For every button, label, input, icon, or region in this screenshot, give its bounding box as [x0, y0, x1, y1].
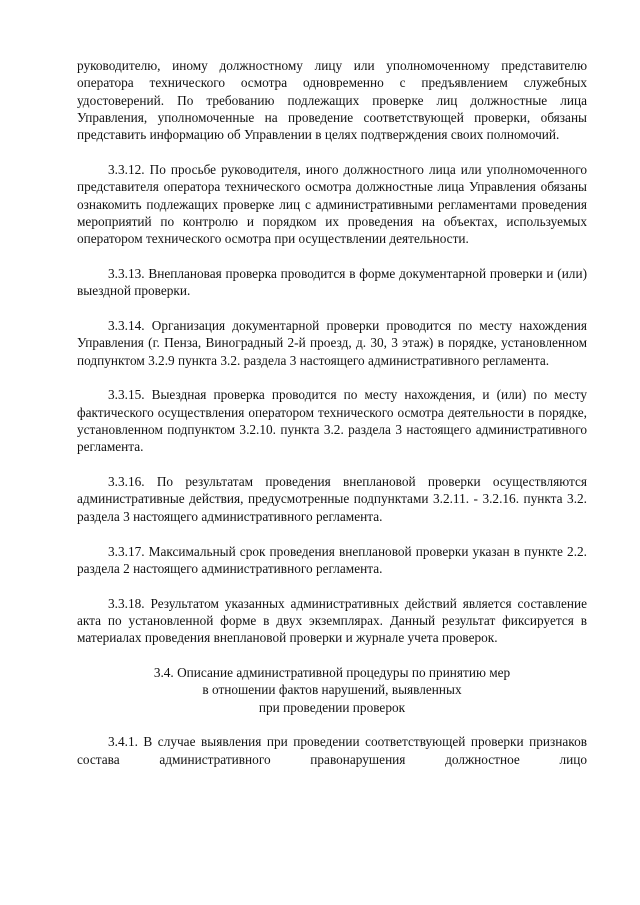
paragraph-3-3-18: 3.3.18. Результатом указанных административных действий является составление акта по установленной форме в двух экземплярах. Данный результат фиксируется в материалах проведения внеплановой проверки и журнале учета проверок.	[77, 595, 587, 646]
section-heading-line-2: в отношении фактов нарушений, выявленных	[202, 682, 462, 698]
paragraph-3-3-14: 3.3.14. Организация документарной проверки проводится по месту нахождения Управления (г. Пенза, Виноградный 2-й проезд, д. 30, 3 этаж) в порядке, установленном подпунктом 3.2.9 пункта 3.2. раздела 3 настоящего административного регламента.	[77, 318, 587, 368]
paragraph-3-3-15: 3.3.15. Выездная проверка проводится по месту нахождения, и (или) по месту фактического осуществления оператором технического осмотра деятельности в порядке, установленном подпунктом 3.2.10. пункта 3.2. раздела 3 настоящего административного регламента.	[77, 387, 587, 455]
section-heading-line-1: 3.4. Описание административной процедуры по принятию мер	[153, 665, 511, 681]
paragraph-continuation: руководителю, иному должностному лицу или уполномоченному представителю оператора технического осмотра одновременно с предъявлением служебных удостоверений. По требованию подлежащих проверке лиц должностные лица Управления, уполномоченные на проведение соответствующей проверки, обязаны представить информацию об Управлении в целях подтверждения своих полномочий.	[77, 58, 587, 143]
paragraph-3-3-12: 3.3.12. По просьбе руководителя, иного должностного лица или уполномоченного представителя оператора технического осмотра должностные лица Управления обязаны ознакомить подлежащих проверке лиц с административными регламентами проведения мероприятий по контролю и порядком их проведения на объектах, используемых оператором технического осмотра при осуществлении деятельности.	[77, 161, 587, 247]
section-heading-3-4	[77, 664, 587, 716]
section-heading-line-3: при проведении проверок	[258, 699, 406, 715]
paragraph-3-3-13: 3.3.13. Внеплановая проверка проводится в форме документарной проверки и (или) выездной проверки.	[77, 265, 587, 299]
paragraph-3-3-16: 3.3.16. По результатам проведения внеплановой проверки осуществляются административные действия, предусмотренные подпунктами 3.2.11. - 3.2.16. пункта 3.2. раздела 3 настоящего административного регламента.	[77, 474, 587, 524]
paragraph-3-3-17: 3.3.17. Максимальный срок проведения внеплановой проверки указан в пункте 2.2. раздела 2 настоящего административного регламента.	[77, 543, 587, 576]
document-body	[77, 57, 587, 768]
paragraph-3-4-1: 3.4.1. В случае выявления при проведении соответствующей проверки признаков состава административного правонарушения должностное лицо	[77, 734, 587, 767]
